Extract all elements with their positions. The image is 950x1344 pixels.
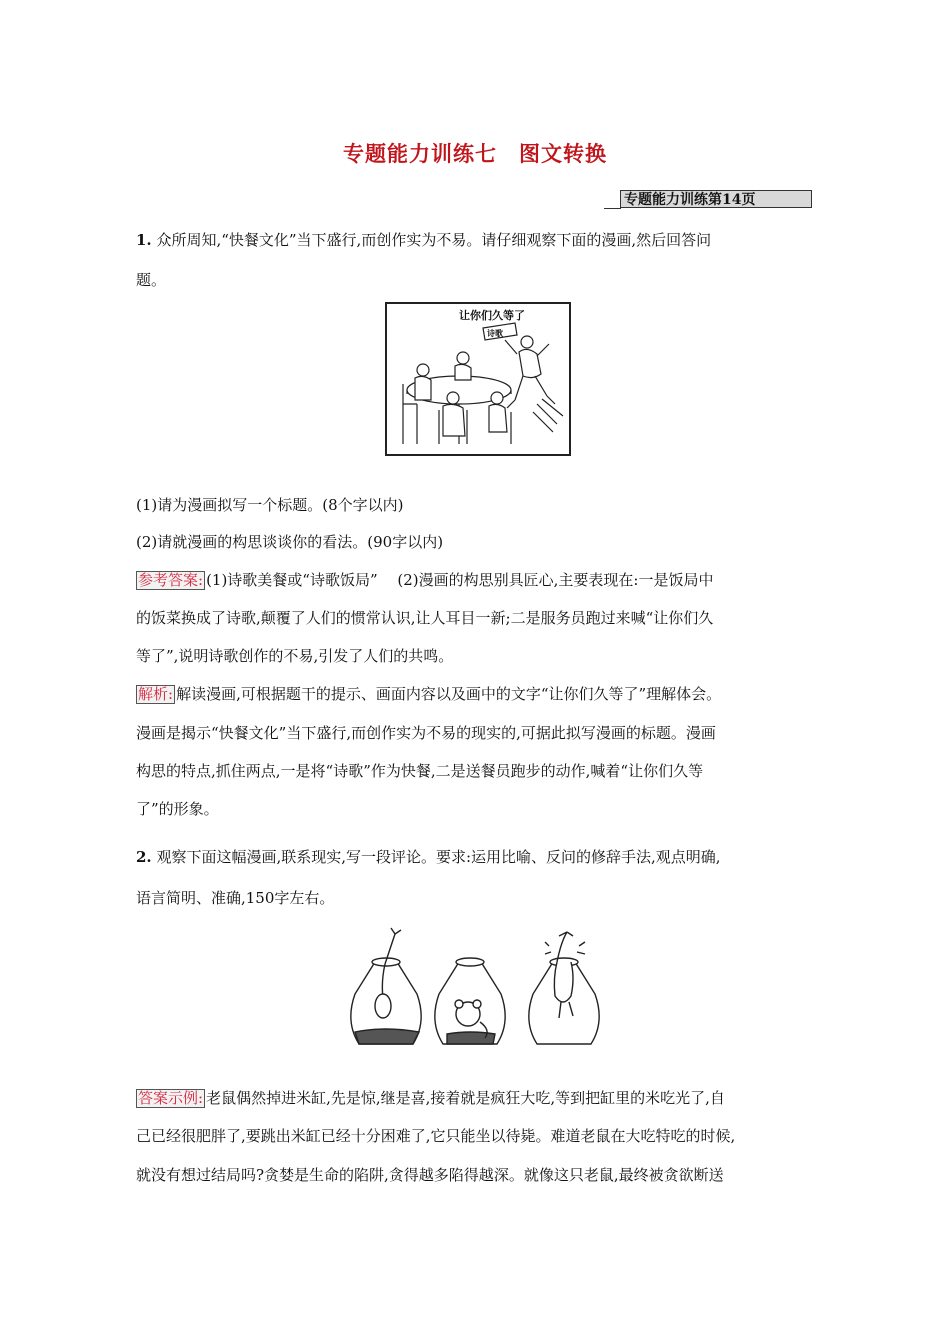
q1-stem-line1: 众所周知,“快餐文化”当下盛行,而创作实为不易。请仔细观察下面的漫画,然后回答问 xyxy=(151,231,712,249)
q2-answer-text1: 老鼠偶然掉进米缸,先是惊,继是喜,接着就是疯狂大吃,等到把缸里的米吃光了,自 xyxy=(206,1089,725,1107)
q1-subquestion-2: (2)请就漫画的构思谈谈你的看法。(90字以内) xyxy=(136,533,444,551)
q1-answer-text1: (1)诗歌美餐或“诗歌饭局” (2)漫画的构思别具匠心,主要表现在:一是饭局中 xyxy=(206,571,714,589)
q2-stem-line1: 观察下面这幅漫画,联系现实,写一段评论。要求:运用比喻、反问的修辞手法,观点明确, xyxy=(151,848,721,866)
q1-analysis-text1: 解读漫画,可根据题干的提示、画面内容以及画中的文字“让你们久等了”理解体会。 xyxy=(176,685,722,703)
q1-analysis-line1 xyxy=(136,676,816,713)
q1-subquestion-1: (1)请为漫画拟写一个标题。(8个字以内) xyxy=(136,496,404,514)
q2-number: 2. xyxy=(136,848,152,866)
q1-analysis-line3: 构思的特点,抓住两点,一是将“诗歌”作为快餐,二是送餐员跑步的动作,喊着“让你们久等 xyxy=(136,762,704,780)
page-title: 专题能力训练七 图文转换 xyxy=(343,141,607,166)
q1-answer-line2: 的饭菜换成了诗歌,颠覆了人们的惯常认识,让人耳目一新;二是服务员跑过来喊“让你们久 xyxy=(136,609,714,627)
q1-answer-line3: 等了”,说明诗歌创作的不易,引发了人们的共鸣。 xyxy=(136,647,454,665)
q2-answer-line3: 就没有想过结局吗?贪婪是生命的陷阱,贪得越多陷得越深。就像这只老鼠,最终被贪欲断送 xyxy=(136,1166,724,1184)
rice-jar-mouse-cartoon xyxy=(335,922,617,1058)
q2-answer-line2: 己已经很肥胖了,要跳出米缸已经十分困难了,它只能坐以待毙。难道老鼠在大吃特吃的时候, xyxy=(136,1127,736,1145)
q1-analysis-line4: 了”的形象。 xyxy=(136,800,219,818)
reference-answer-tag: 参考答案: xyxy=(138,571,204,589)
page-reference: 专题能力训练第14页 xyxy=(620,190,812,208)
q2-stem xyxy=(136,839,816,876)
dining-cartoon-drawing xyxy=(387,304,569,454)
q1-number: 1. xyxy=(136,231,152,249)
q1-stem xyxy=(136,222,816,259)
q2-answer-line1 xyxy=(136,1080,816,1117)
sample-answer-tag: 答案示例: xyxy=(138,1089,204,1107)
q1-answer-line1 xyxy=(136,562,816,599)
q2-stem-line2: 语言简明、准确,150字左右。 xyxy=(136,889,335,907)
dining-cartoon xyxy=(385,302,571,456)
q1-stem-line2: 题。 xyxy=(136,271,167,289)
cartoon-caption: 让你们久等了 xyxy=(459,310,525,322)
rice-jar-mouse-drawing xyxy=(335,922,617,1058)
page-ref-rule xyxy=(604,208,621,209)
analysis-tag: 解析: xyxy=(138,685,174,703)
cartoon-book-label: 诗歌 xyxy=(487,329,503,338)
q1-analysis-line2: 漫画是揭示“快餐文化”当下盛行,而创作实为不易的现实的,可据此拟写漫画的标题。漫画 xyxy=(136,724,716,742)
